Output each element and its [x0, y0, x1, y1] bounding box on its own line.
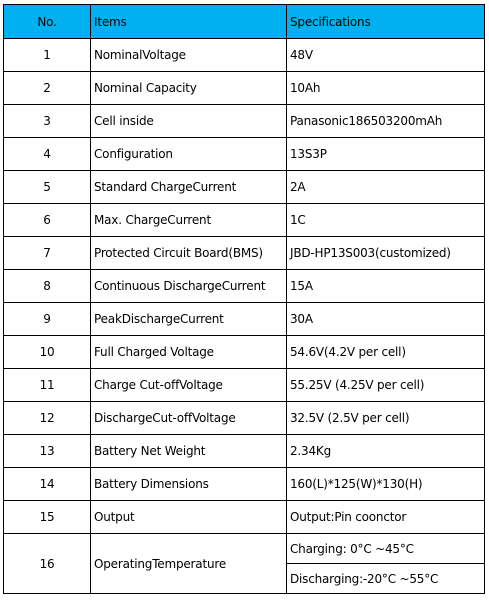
row-spec-charging: Charging: 0°C ~45°C [287, 534, 485, 564]
row-number: 9 [4, 303, 91, 336]
row-item: Continuous DischargeCurrent [91, 270, 287, 303]
row-item: Charge Cut-offVoltage [91, 369, 287, 402]
row-spec: Panasonic186503200mAh [287, 105, 485, 138]
header-specifications: Specifications [287, 5, 485, 39]
row-item: Nominal Capacity [91, 72, 287, 105]
row-item: DischargeCut-offVoltage [91, 402, 287, 435]
row-number: 12 [4, 402, 91, 435]
row-number: 1 [4, 39, 91, 72]
table-row [4, 171, 485, 204]
row-spec: 15A [287, 270, 485, 303]
table-row [4, 468, 485, 501]
row-number: 10 [4, 336, 91, 369]
table-row [4, 402, 485, 435]
row-item: Max. ChargeCurrent [91, 204, 287, 237]
row-spec: JBD-HP13S003(customized) [287, 237, 485, 270]
row-item: Battery Net Weight [91, 435, 287, 468]
header-items: Items [91, 5, 287, 39]
row-spec: 54.6V(4.2V per cell) [287, 336, 485, 369]
row-spec: 32.5V (2.5V per cell) [287, 402, 485, 435]
table-row [4, 237, 485, 270]
row-number: 4 [4, 138, 91, 171]
row-spec-discharging: Discharging:-20°C ~55°C [287, 564, 485, 594]
row-item: Cell inside [91, 105, 287, 138]
table-header-row [4, 5, 485, 39]
table-row [4, 72, 485, 105]
table-row [4, 138, 485, 171]
row-item: Output [91, 501, 287, 534]
row-number: 14 [4, 468, 91, 501]
row-item: OperatingTemperature [91, 534, 287, 594]
row-spec: 2A [287, 171, 485, 204]
row-item: Full Charged Voltage [91, 336, 287, 369]
table-row [4, 105, 485, 138]
row-number: 3 [4, 105, 91, 138]
table-row [4, 39, 485, 72]
row-number: 7 [4, 237, 91, 270]
row-spec: Output:Pin coonctor [287, 501, 485, 534]
header-no: No. [4, 5, 91, 39]
table-row [4, 501, 485, 534]
row-spec: 2.34Kg [287, 435, 485, 468]
table-row [4, 204, 485, 237]
row-number: 15 [4, 501, 91, 534]
row-number: 11 [4, 369, 91, 402]
row-number: 16 [4, 534, 91, 594]
row-item: Protected Circuit Board(BMS) [91, 237, 287, 270]
table-row [4, 336, 485, 369]
table-row [4, 303, 485, 336]
row-spec: 1C [287, 204, 485, 237]
row-spec: 55.25V (4.25V per cell) [287, 369, 485, 402]
row-spec: 13S3P [287, 138, 485, 171]
row-number: 8 [4, 270, 91, 303]
row-item: Configuration [91, 138, 287, 171]
row-spec: 30A [287, 303, 485, 336]
row-number: 13 [4, 435, 91, 468]
row-number: 2 [4, 72, 91, 105]
table-row [4, 435, 485, 468]
table-row [4, 534, 485, 564]
row-item: Battery Dimensions [91, 468, 287, 501]
row-item: PeakDischargeCurrent [91, 303, 287, 336]
row-item: Standard ChargeCurrent [91, 171, 287, 204]
row-item: NominalVoltage [91, 39, 287, 72]
table-row [4, 270, 485, 303]
row-number: 5 [4, 171, 91, 204]
row-spec: 48V [287, 39, 485, 72]
row-spec: 10Ah [287, 72, 485, 105]
row-number: 6 [4, 204, 91, 237]
specifications-table [3, 4, 485, 594]
table-row [4, 369, 485, 402]
row-spec: 160(L)*125(W)*130(H) [287, 468, 485, 501]
